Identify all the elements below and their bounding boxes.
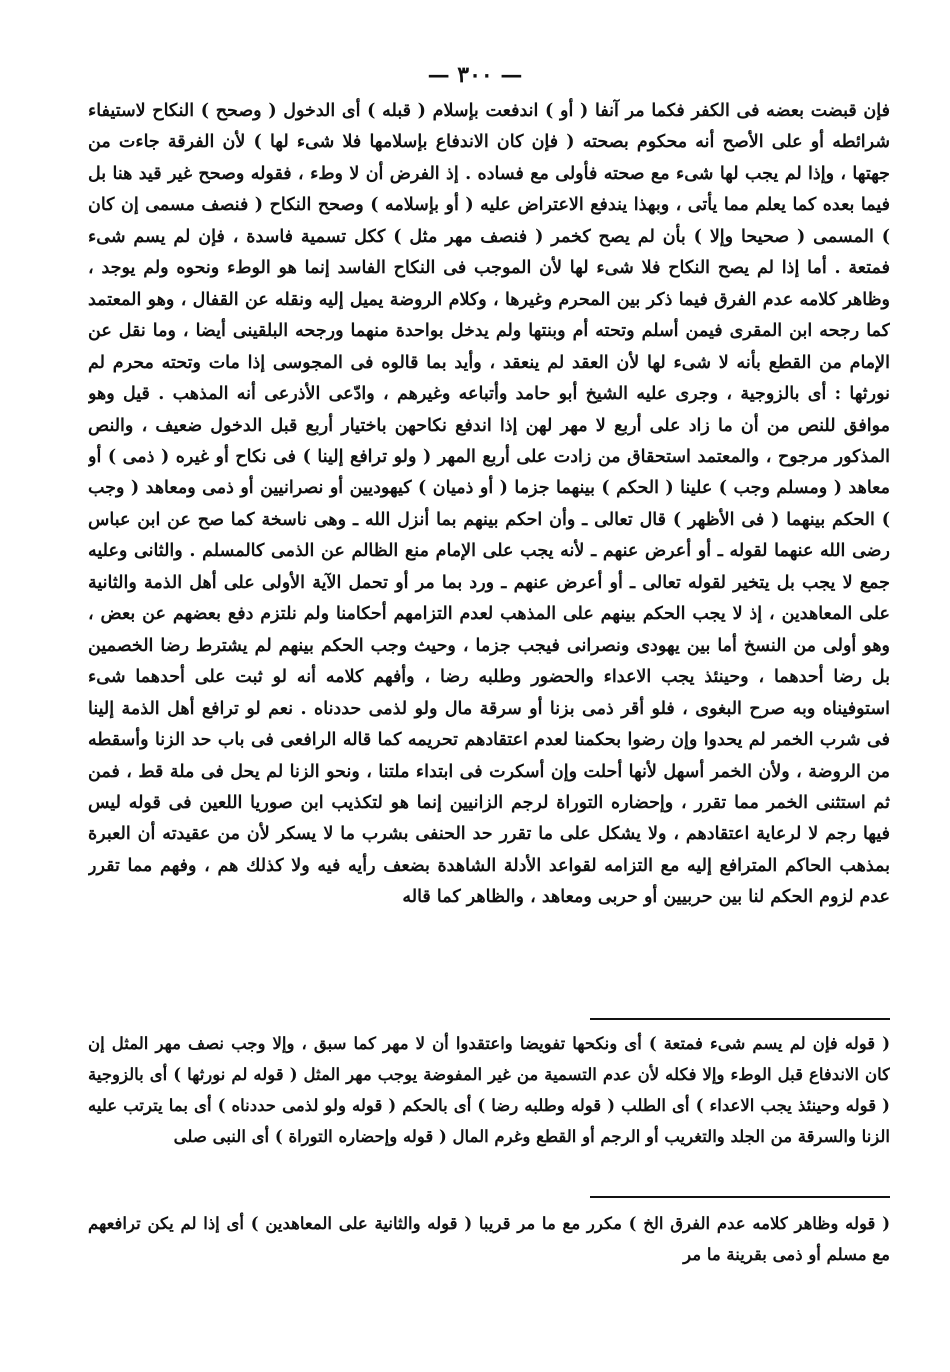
footnote-block-1	[88, 1028, 890, 1188]
footnote-text-1: ( قوله فإن لم يسم شىء فمتعة ) أى ونكحها تفويضا واعتقدوا أن لا مهر كما سبق ، وإلا وجب نصف مهر المثل إن كان الاندفاع قبل الوطء وإلا فكله لأن عدم التسمية من غير المفوضة يوجب مهر المثل ( قوله لم نورثها ) أى بالزوجية ( قوله وحينئذ يجب الاعداء ) أى الطلب ( قوله وطلبه رضا ) أى بالحكم ( قوله ولو لذمى حددناه ) أى بما يترتب عليه الزنا والسرقة من الجلد والتغريب أو الرجم أو القطع وغرم المال ( قوله وإحضاره التوراة ) أى النبى صلى	[88, 1034, 890, 1146]
footnote-block-2	[88, 1208, 890, 1278]
footnote-divider-2	[590, 1196, 890, 1198]
footnote-text-2: ( قوله وظاهر كلامه عدم الفرق الخ ) مكرر مع ما مر قريبا ( قوله والثانية على المعاهدين ) أى إذا لم يكن ترافعهم مع مسلم أو ذمى بقرينة ما مر	[88, 1214, 890, 1264]
page-number: — ٣٠٠ —	[427, 62, 523, 88]
main-paragraph: فإن قبضت بعضه فى الكفر فكما مر آنفا ( أو ) اندفعت بإسلام ( قبله ) أى الدخول ( وصحح ) النكاح لاستيفاء شرائطه أو على الأصح أنه محكوم بصحته ( فإن كان الاندفاع بإسلامها فلا شىء لها ) لأن الفرقة جاءت من جهتها ، وإذا لم يجب لها شىء مع صحته فأولى مع فساده . إذ الفرض أن لا وطء ، فقوله وصحح غير قيد هنا بل فيما بعده كما يعلم مما يأتى ، وبهذا يندفع الاعتراض عليه ( أو بإسلامه ) وصحح النكاح ( فنصف مسمى إن كان ) المسمى ( صحيحا وإلا ) بأن لم يصح كخمر ( فنصف مهر مثل ) ككل تسمية فاسدة ، فإن لم يسم شىء فمتعة . أما إذا لم يصح النكاح فلا شىء لها لأن الموجب فى النكاح الفاسد إنما هو الوطء ونحوه ولم يوجد ، وظاهر كلامه عدم الفرق فيما ذكر بين المحرم وغيرها ، وكلام الروضة يميل إليه ونقله عن القفال ، وهو المعتمد كما رجحه ابن المقرى فيمن أسلم وتحته أم وبنتها ولم يدخل بواحدة منهما ورجحه البلقينى أيضا ، وما نقل عن الإمام من القطع بأنه لا شىء لها لأن العقد لم ينعقد ، وأيد بما قالوه فى المجوسى إذا مات وتحته محرم لم نورثها : أى بالزوجية ، وجرى عليه الشيخ أبو حامد وأتباعه وغيرهم ، وادّعى الأذرعى أنه المذهب . قيل وهو موافق للنص من أن ما زاد على أربع لا مهر لهن إذا اندفع نكاحهن باختيار أربع قبل الدخول ضعيف ، والنص المذكور مرجوح ، والمعتمد استحقاق من زادت على أربع المهر ( ولو ترافع إلينا ) فى نكاح أو غيره ( ذمى ) أو معاهد ( ومسلم وجب ) علينا ( الحكم ) بينهما جزما ( أو ذميان ) كيهوديين أو نصرانيين أو ذمى ومعاهد ( وجب ) الحكم بينهما ( فى الأظهر ) قال تعالى ـ وأن احكم بينهم بما أنزل الله ـ وهى ناسخة كما صح عن ابن عباس رضى الله عنهما لقوله ـ أو أعرض عنهم ـ لأنه يجب على الإمام منع الظالم عن الذمى كالمسلم . والثانى وعليه جمع لا يجب بل يتخير لقوله تعالى ـ أو أعرض عنهم ـ ورد بما مر أو تحمل الآية الأولى على أهل الذمة والثانية على المعاهدين ، إذ لا يجب الحكم بينهم على المذهب لعدم التزامهم أحكامنا ولم نلتزم دفع بعضهم عن بعض ، وهو أولى من النسخ أما بين يهودى ونصرانى فيجب جزما ، وحيث وجب الحكم بينهم لم يشترط رضا الخصمين بل رضا أحدهما ، وحينئذ يجب الاعداء والحضور وطلبه رضا ، وأفهم كلامه أنه لو ثبت على أحدهما شىء استوفيناه وبه صرح البغوى ، فلو أقر ذمى بزنا أو سرقة مال ولو لذمى حددناه . نعم لو ترافع أهل الذمة إلينا فى شرب الخمر لم يحدوا وإن رضوا بحكمنا لعدم اعتقادهم تحريمه كما قاله الرافعى فى باب حد الزنا وأسقطه من الروضة ، ولأن الخمر أسهل لأنها أحلت وإن أسكرت فى ابتداء ملتنا ، ونحو الزنا لم يحل فى ملة قط ، فمن ثم استثنى الخمر مما تقرر ، وإحضاره التوراة لرجم الزانيين إنما هو لتكذيب ابن صوريا اللعين فى قوله ليس فيها رجم لا لرعاية اعتقادهم ، ولا يشكل على ما تقرر حد الحنفى بشرب ما لا يسكر لأن من عقيدته أن العبرة بمذهب الحاكم المترافع إليه مع التزامه لقواعد الأدلة الشاهدة بضعف رأيه فيه ولا كذلك هم ، وفهم مما تقرر عدم لزوم الحكم لنا بين حربيين أو حربى ومعاهد ، والظاهر كما قاله	[88, 101, 890, 908]
main-text	[88, 96, 890, 1006]
footnote-divider-1	[590, 1018, 890, 1020]
